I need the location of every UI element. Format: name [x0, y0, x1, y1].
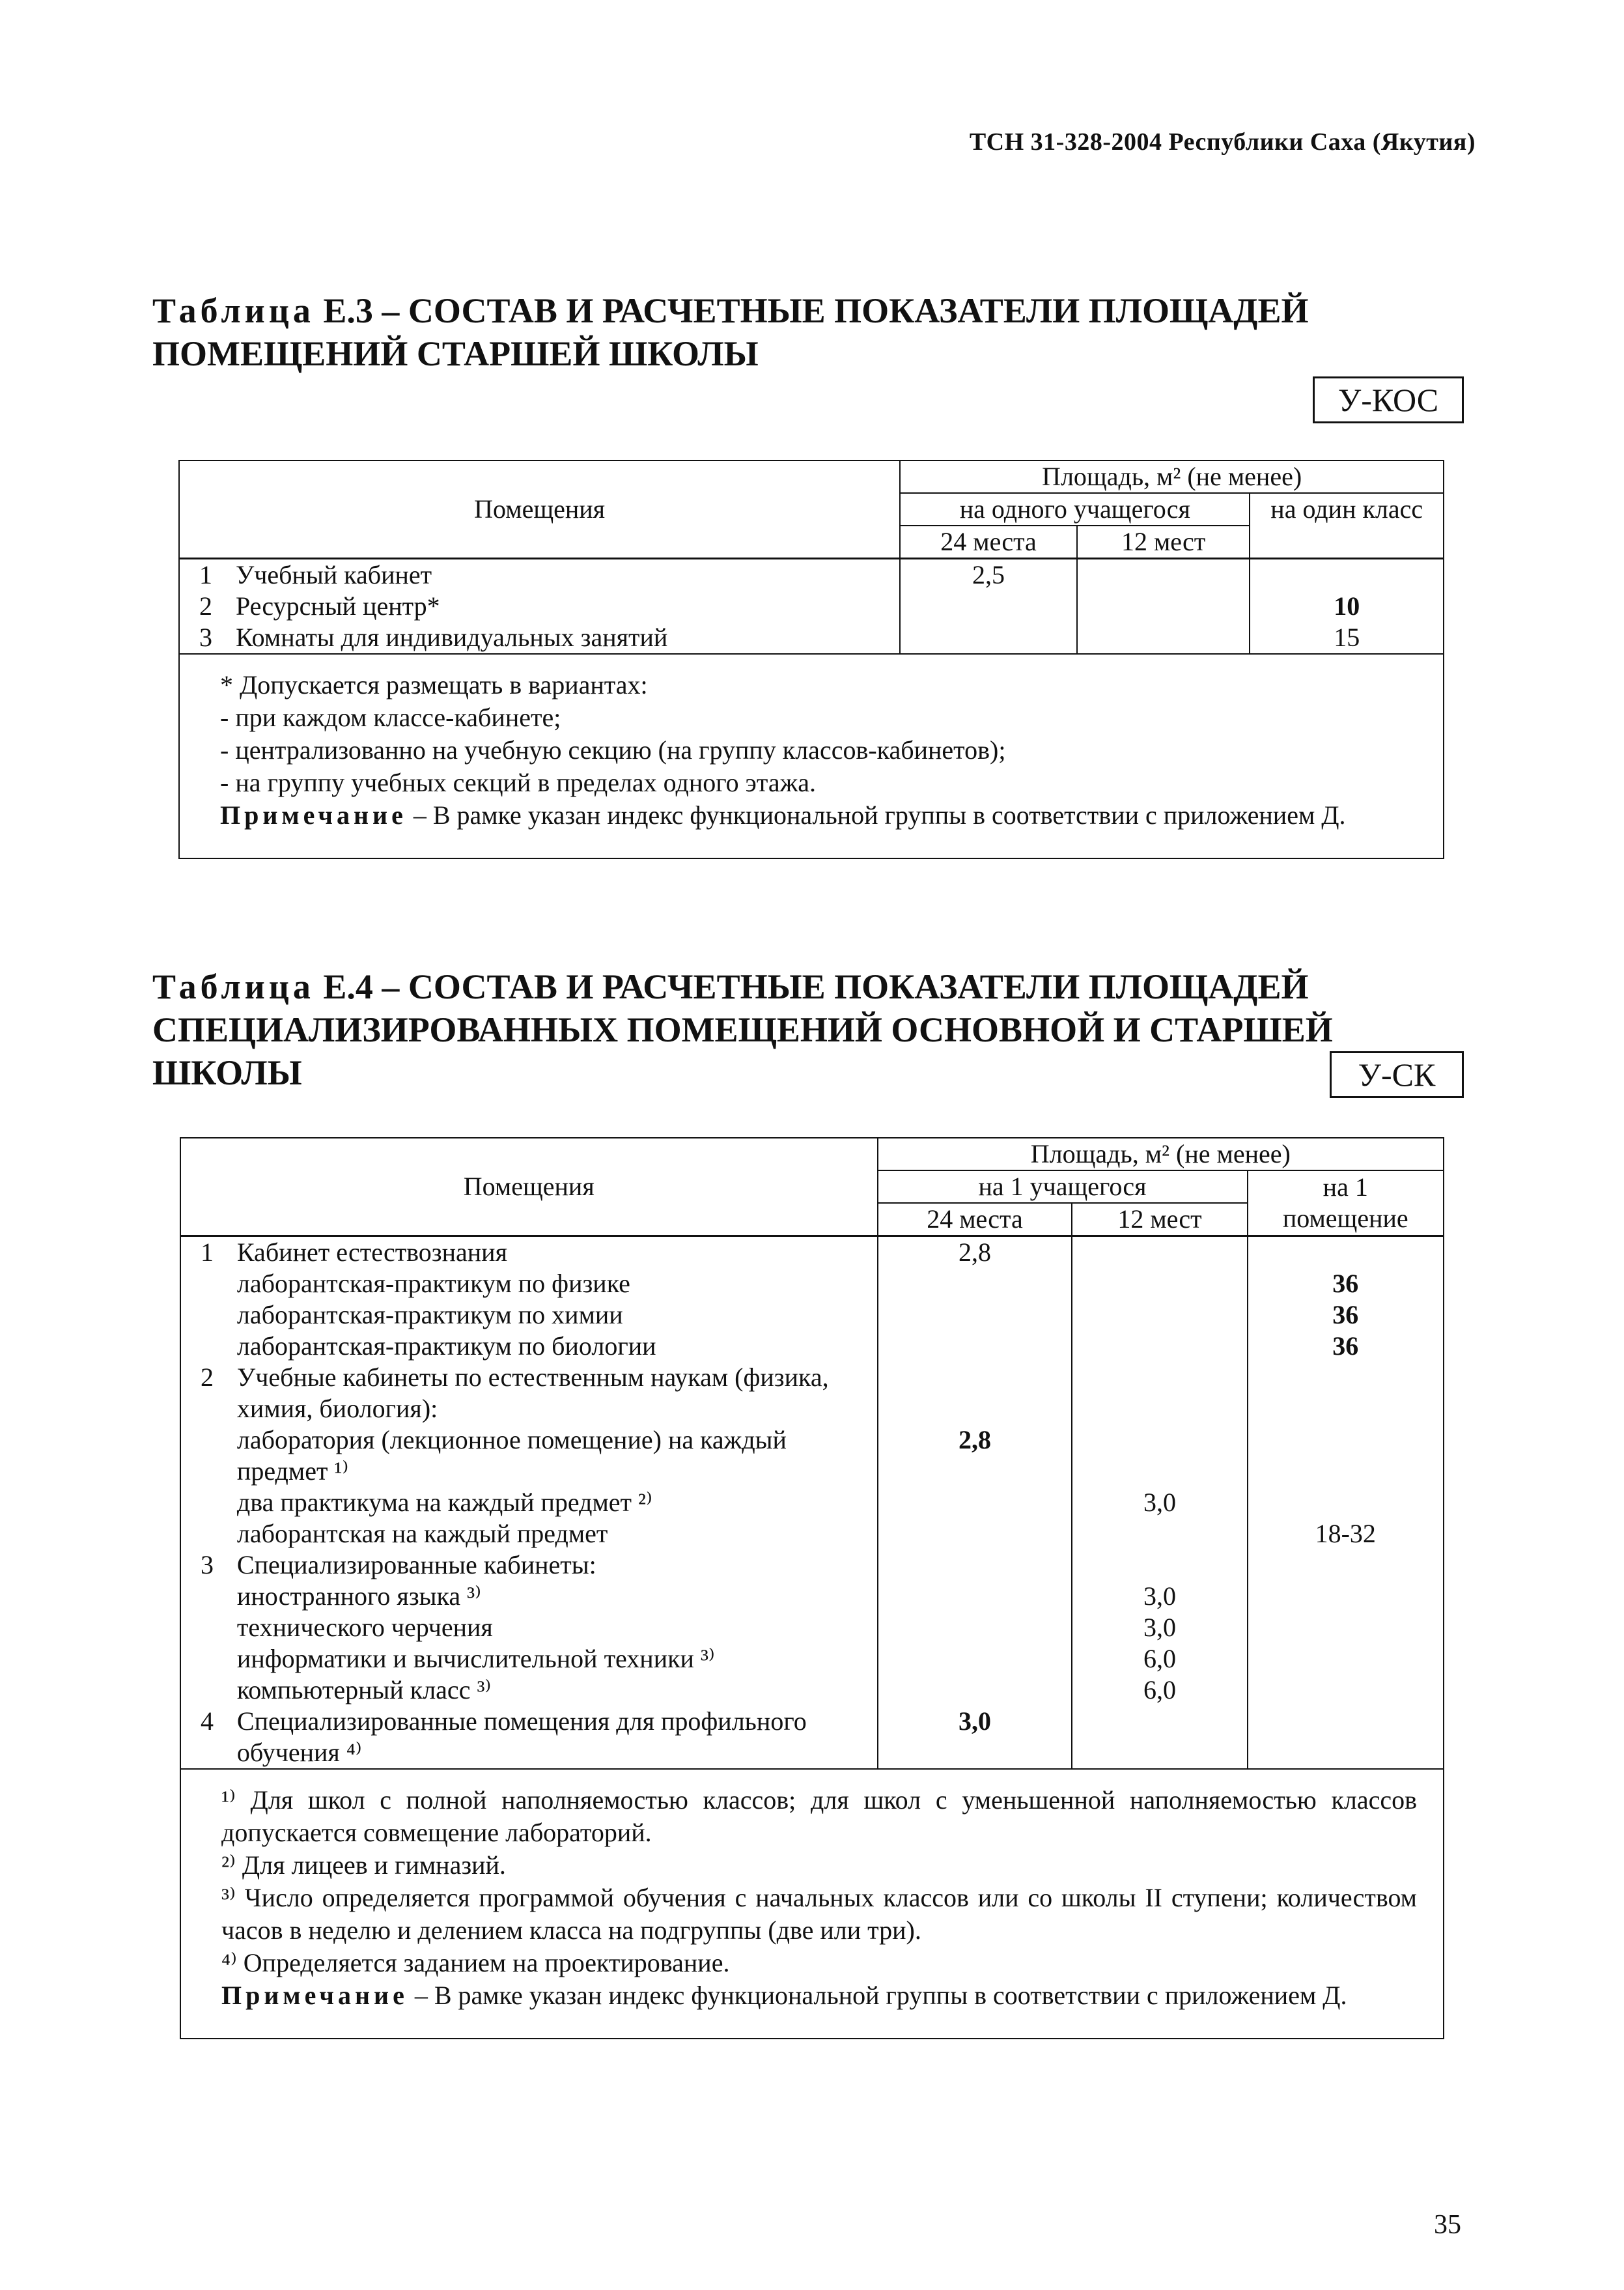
room-names — [224, 1236, 878, 1363]
note-line: - при каждом классе-кабинете; — [220, 703, 561, 732]
room-line: информатики и вычислительной техники ³⁾ — [236, 1644, 715, 1673]
value-24 — [884, 1362, 1067, 1393]
value-per-room — [1253, 1362, 1438, 1393]
value-24: 2,8 — [959, 1237, 991, 1267]
table-e4-notes — [180, 1769, 1444, 2039]
table-e4-index-box: У-СК — [1330, 1051, 1464, 1098]
value-per-class — [1250, 559, 1444, 591]
value-12 — [1078, 1518, 1241, 1549]
note-line: * Допускается размещать в вариантах: — [220, 670, 648, 700]
value-12: 6,0 — [1143, 1675, 1176, 1704]
value-24 — [884, 1643, 1067, 1675]
value-per-room: 36 — [1332, 1300, 1359, 1329]
table-e3-notes — [179, 654, 1444, 858]
table-e4-title-line1: Е.4 – СОСТАВ И РАСЧЕТНЫЕ ПОКАЗАТЕЛИ ПЛОЩАДЕЙ — [323, 967, 1309, 1006]
row-number: 1 — [180, 1236, 224, 1363]
values-24 — [878, 1236, 1072, 1363]
room-line: Специализированные кабинеты: — [236, 1550, 596, 1579]
note-line: ²⁾ Для лицеев и гимназий. — [221, 1850, 506, 1880]
room-line: технического черчения — [236, 1613, 493, 1642]
room-line: лаборантская-практикум по химии — [236, 1300, 623, 1329]
value-12 — [1078, 1237, 1241, 1268]
room-line: лаборатория (лекционное помещение) на каждый — [236, 1425, 787, 1454]
room-line: компьютерный класс ³⁾ — [236, 1675, 492, 1704]
value-24 — [884, 1737, 1067, 1768]
row-number: 3 — [179, 622, 223, 654]
table-e4-head-12: 12 мест — [1072, 1203, 1247, 1236]
room-line: два практикума на каждый предмет ²⁾ — [236, 1488, 652, 1517]
table-row — [180, 1236, 1444, 1363]
value-12 — [1078, 1268, 1241, 1299]
table-e4-title-line2: СПЕЦИАЛИЗИРОВАННЫХ ПОМЕЩЕНИЙ ОСНОВНОЙ И СТАРШЕЙ ШКОЛЫ — [152, 1010, 1333, 1092]
note-label: Примечание — [220, 800, 407, 830]
value-per-room — [1253, 1237, 1438, 1268]
value-24: 2,5 — [900, 559, 1077, 591]
value-12 — [1078, 1393, 1241, 1424]
value-12 — [1078, 1737, 1241, 1768]
value-24 — [884, 1549, 1067, 1581]
value-per-room — [1253, 1487, 1438, 1518]
table-e4-header-row1 — [180, 1138, 1444, 1170]
table-e4-head-24: 24 места — [878, 1203, 1072, 1236]
value-12 — [1078, 1331, 1241, 1362]
table-e3-title-prefix: Таблица — [152, 291, 315, 330]
note-line: - централизованно на учебную секцию (на группу классов-кабинетов); — [220, 735, 1006, 765]
value-24 — [884, 1268, 1067, 1299]
value-12: 3,0 — [1143, 1581, 1176, 1611]
value-24: 3,0 — [959, 1706, 991, 1736]
value-24 — [900, 622, 1077, 654]
room-line: Учебные кабинеты по естественным наукам (физика, — [236, 1363, 829, 1392]
values-12 — [1072, 1362, 1247, 1549]
table-row — [179, 622, 1444, 654]
values-per-room — [1248, 1706, 1444, 1769]
values-per-room — [1248, 1236, 1444, 1363]
value-per-room — [1253, 1737, 1438, 1768]
row-number: 3 — [180, 1549, 224, 1706]
table-e4 — [180, 1137, 1444, 2039]
value-per-room — [1253, 1612, 1438, 1643]
value-24 — [884, 1393, 1067, 1424]
value-per-class: 10 — [1250, 591, 1444, 622]
value-24 — [884, 1456, 1067, 1487]
per-room-line1: на 1 — [1323, 1172, 1368, 1202]
value-12 — [1078, 1299, 1241, 1331]
value-24 — [884, 1518, 1067, 1549]
note-text: – В рамке указан индекс функциональной группы в соответствии с приложением Д. — [408, 1981, 1347, 2010]
row-number: 1 — [179, 559, 223, 591]
room-line: лаборантская-практикум по физике — [236, 1269, 630, 1298]
room-line: химия, биология): — [236, 1394, 438, 1423]
table-e3-head-area: Площадь, м² (не менее) — [900, 460, 1444, 493]
value-per-room — [1253, 1393, 1438, 1424]
value-12: 3,0 — [1143, 1488, 1176, 1517]
room-names — [224, 1706, 878, 1769]
table-e4-head-rooms: Помещения — [180, 1138, 878, 1236]
value-12: 6,0 — [1143, 1644, 1176, 1673]
row-number: 2 — [179, 591, 223, 622]
value-12 — [1077, 591, 1250, 622]
row-number: 2 — [180, 1362, 224, 1549]
room-line: иностранного языка ³⁾ — [236, 1581, 481, 1611]
table-e3-title — [152, 289, 1455, 375]
page-number: 35 — [1434, 2210, 1461, 2240]
value-per-room — [1253, 1424, 1438, 1456]
value-24 — [884, 1612, 1067, 1643]
value-per-room: 36 — [1332, 1269, 1359, 1298]
table-row — [179, 559, 1444, 591]
note-line: - на группу учебных секций в пределах одного этажа. — [220, 768, 816, 797]
table-e3-head-rooms: Помещения — [179, 460, 900, 559]
room-names — [224, 1362, 878, 1549]
table-e4-title — [152, 965, 1455, 1094]
value-per-room: 36 — [1332, 1331, 1359, 1361]
table-row — [180, 1549, 1444, 1706]
note-remark — [221, 1979, 1417, 2012]
table-e3-head-24: 24 места — [900, 526, 1077, 559]
table-e3-head-per-class: на один класс — [1250, 493, 1444, 559]
values-per-room — [1248, 1362, 1444, 1549]
table-e3-head-12: 12 мест — [1077, 526, 1250, 559]
table-row — [179, 591, 1444, 622]
note-text: – В рамке указан индекс функциональной группы в соответствии с приложением Д. — [406, 800, 1346, 830]
value-per-room — [1253, 1706, 1438, 1737]
room-line: предмет ¹⁾ — [236, 1456, 349, 1486]
value-12 — [1078, 1706, 1241, 1737]
value-12 — [1077, 559, 1250, 591]
value-12: 3,0 — [1143, 1613, 1176, 1642]
value-12 — [1078, 1549, 1241, 1581]
value-per-room — [1253, 1456, 1438, 1487]
room-name: Учебный кабинет — [223, 559, 900, 591]
value-per-room — [1253, 1581, 1438, 1612]
room-line: лаборантская-практикум по биологии — [236, 1331, 656, 1361]
value-24 — [884, 1487, 1067, 1518]
note-remark — [220, 799, 1417, 832]
value-per-room — [1253, 1549, 1438, 1581]
table-e4-head-area: Площадь, м² (не менее) — [878, 1138, 1444, 1170]
value-12 — [1078, 1362, 1241, 1393]
value-12 — [1077, 622, 1250, 654]
table-e4-head-per-student: на 1 учащегося — [878, 1170, 1248, 1203]
values-12 — [1072, 1706, 1247, 1769]
table-e3-head-per-student: на одного учащегося — [900, 493, 1250, 526]
room-names — [224, 1549, 878, 1706]
room-line: Кабинет естествознания — [236, 1237, 507, 1267]
value-12 — [1078, 1456, 1241, 1487]
room-line: обучения ⁴⁾ — [236, 1738, 362, 1767]
values-12 — [1072, 1549, 1247, 1706]
values-per-room — [1248, 1549, 1444, 1706]
value-24 — [884, 1581, 1067, 1612]
room-line: лаборантская на каждый предмет — [236, 1519, 608, 1548]
table-row — [180, 1706, 1444, 1769]
value-12 — [1078, 1424, 1241, 1456]
table-row — [180, 1362, 1444, 1549]
document-header: ТСН 31-328-2004 Республики Саха (Якутия) — [969, 128, 1476, 156]
room-name: Комнаты для индивидуальных занятий — [223, 622, 900, 654]
value-24 — [900, 591, 1077, 622]
room-name: Ресурсный центр* — [223, 591, 900, 622]
value-per-room — [1253, 1675, 1438, 1706]
note-line: ⁴⁾ Определяется заданием на проектирование. — [221, 1948, 730, 1977]
table-e4-head-per-room — [1248, 1170, 1444, 1236]
value-per-room: 18-32 — [1315, 1519, 1376, 1548]
per-room-line2: помещение — [1282, 1204, 1408, 1233]
value-24: 2,8 — [959, 1425, 991, 1454]
value-per-class: 15 — [1250, 622, 1444, 654]
room-line: Специализированные помещения для профильного — [236, 1706, 807, 1736]
value-24 — [884, 1675, 1067, 1706]
values-24 — [878, 1549, 1072, 1706]
table-e4-title-prefix: Таблица — [152, 967, 315, 1006]
table-e3-index-box: У-КОС — [1313, 376, 1464, 423]
value-24 — [884, 1299, 1067, 1331]
note-label: Примечание — [221, 1981, 408, 2010]
values-24 — [878, 1362, 1072, 1549]
table-e3-header-row1 — [179, 460, 1444, 493]
table-e3 — [178, 460, 1444, 859]
note-line: ¹⁾ Для школ с полной наполняемостью классов; для школ с уменьшенной наполняемостью классов допускается совмещение лабораторий. — [221, 1785, 1417, 1847]
value-per-room — [1253, 1643, 1438, 1675]
values-12 — [1072, 1236, 1247, 1363]
table-e3-title-line1: Е.3 – СОСТАВ И РАСЧЕТНЫЕ ПОКАЗАТЕЛИ ПЛОЩАДЕЙ — [323, 291, 1309, 330]
table-e3-title-line2: ПОМЕЩЕНИЙ СТАРШЕЙ ШКОЛЫ — [152, 334, 759, 373]
values-24 — [878, 1706, 1072, 1769]
note-line: ³⁾ Число определяется программой обучения с начальных классов или со школы II ступени; количеством часов в неделю и делением класса на подгруппы (две или три). — [221, 1883, 1417, 1945]
value-24 — [884, 1331, 1067, 1362]
row-number: 4 — [180, 1706, 224, 1769]
